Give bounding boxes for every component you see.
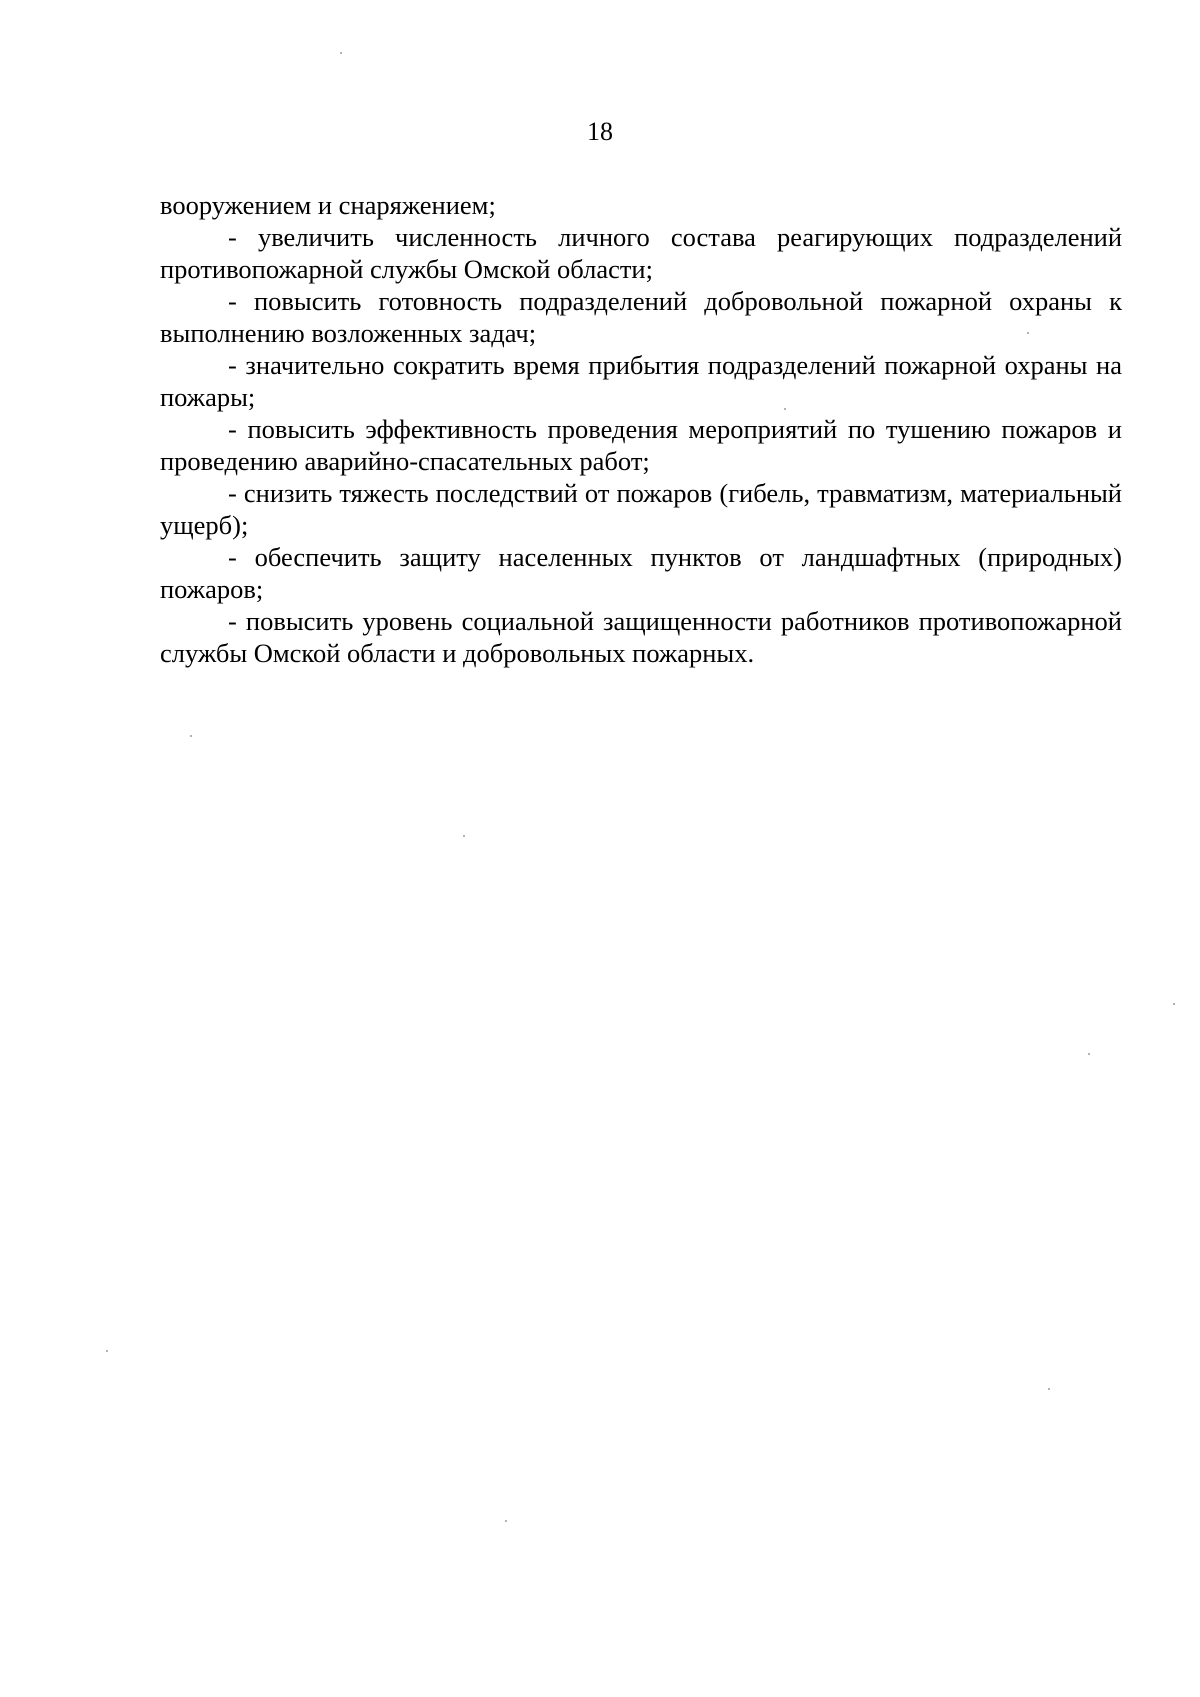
scan-speck xyxy=(1088,1053,1090,1055)
document-body xyxy=(160,189,1122,669)
list-item-efficiency: - повысить эффективность проведения мероприятий по тушению пожаров и проведению аварийно-спасательных работ; xyxy=(160,414,1122,476)
list-item-personnel: - увеличить численность личного состава реагирующих подразделений противопожарной службы Омской области; xyxy=(160,222,1122,284)
list-item-social-protection: - повысить уровень социальной защищенности работников противопожарной службы Омской области и добровольных пожарных. xyxy=(160,606,1122,668)
scan-speck xyxy=(1048,1388,1050,1390)
list-item-landscape-fires: - обеспечить защиту населенных пунктов от ландшафтных (природных) пожаров; xyxy=(160,542,1122,604)
paragraph-continuation: вооружением и снаряжением; xyxy=(160,190,496,220)
page-number: 18 xyxy=(587,117,613,146)
scan-speck xyxy=(463,835,465,837)
list-item-arrival-time: - значительно сократить время прибытия подразделений пожарной охраны на пожары; xyxy=(160,350,1122,412)
scan-speck xyxy=(784,408,786,410)
list-item-consequences: - снизить тяжесть последствий от пожаров (гибель, травматизм, материальный ущерб); xyxy=(160,478,1122,540)
scan-speck xyxy=(505,1520,507,1522)
scan-speck xyxy=(1027,332,1029,334)
scan-speck xyxy=(106,1350,108,1352)
list-item-volunteer-readiness: - повысить готовность подразделений добровольной пожарной охраны к выполнению возложенных задач; xyxy=(160,286,1122,348)
scan-speck xyxy=(1173,1003,1175,1005)
scan-speck xyxy=(340,52,342,54)
scan-speck xyxy=(190,735,192,737)
